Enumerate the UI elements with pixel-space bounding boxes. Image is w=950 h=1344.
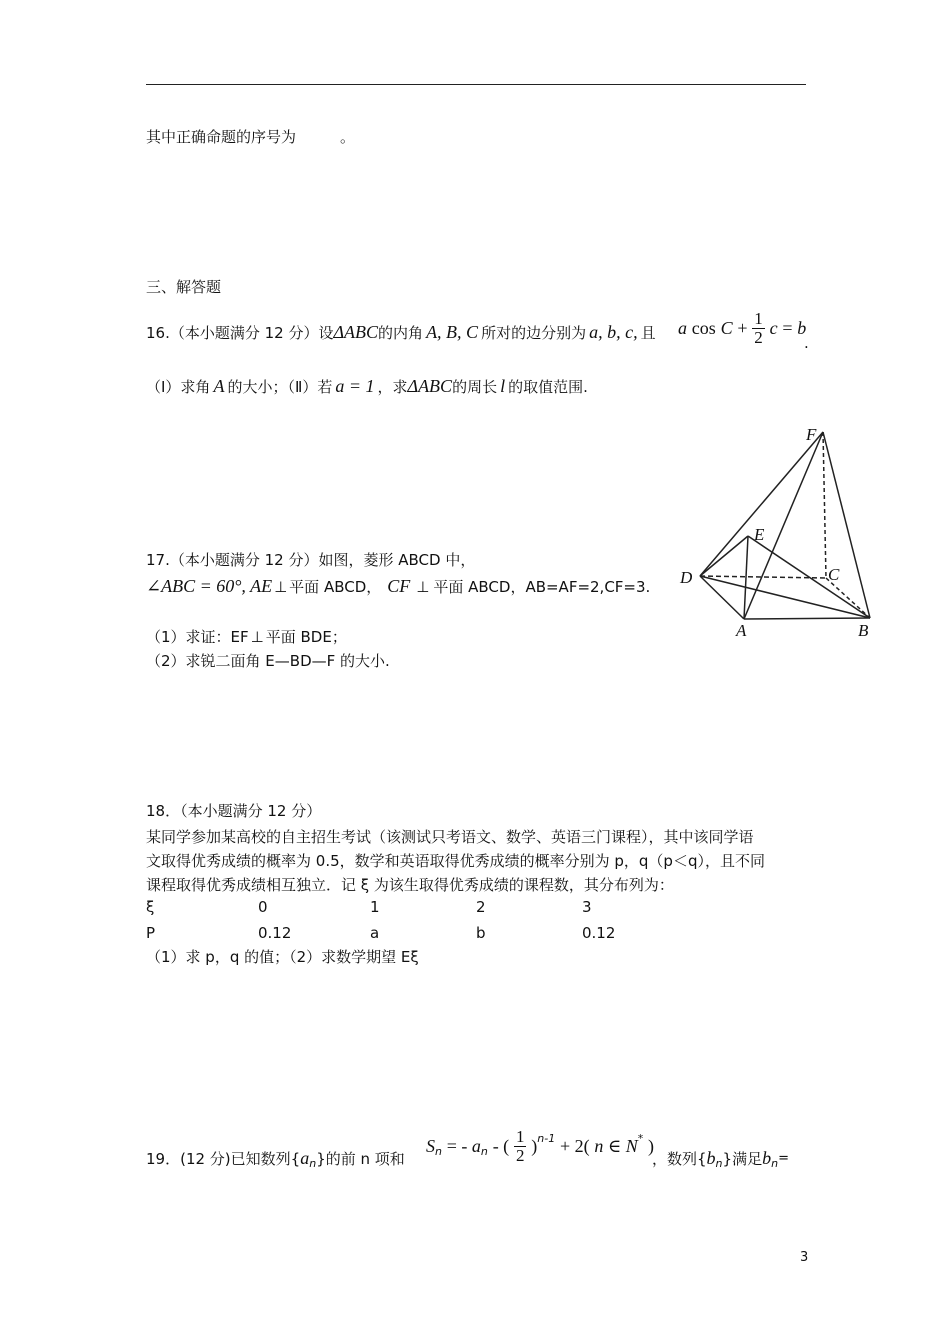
section-heading: 三、解答题 <box>146 278 222 296</box>
label-F: F <box>806 425 817 444</box>
edge-fc <box>823 432 826 578</box>
q16-period: . <box>804 334 809 352</box>
edge-ab <box>744 618 870 619</box>
label-D: D <box>680 568 693 587</box>
q16-line1: 16.（本小题满分 12 分）设ΔABC的内角 A, B, C 所对的边分别为 a, b, c, 且 <box>146 322 656 342</box>
q18-title: 18．（本小题满分 12 分） <box>146 802 322 820</box>
q17-part1: （1）求证：EF ⊥ 平面 BDE； <box>146 628 347 646</box>
q15-answer-line: 其中正确命题的序号为 。 <box>146 128 356 146</box>
q19-equation: $S_n$ = - $a_n$ - ( $\frac{1}{2}$ )$^{n-1}$ + 2( n ∈ N* ) <box>426 1127 655 1165</box>
q18-distribution-table <box>146 894 662 946</box>
edge-ae <box>744 536 748 619</box>
q16-line2: （Ⅰ）求角 A 的大小；（Ⅱ）若 a = 1 ，求ΔABC的周长 l 的取值范围. <box>146 376 588 396</box>
edge-db <box>700 576 870 618</box>
q17-geometry-figure <box>676 420 882 642</box>
edge-da <box>700 576 744 619</box>
q18-para2: 文取得优秀成绩的概率为 0.5，数学和英语取得优秀成绩的概率分别为 p，q（p＜q），且不同 <box>146 852 765 870</box>
q16-equation: a cos C + $\frac{1}{2}$ c = b <box>678 309 807 347</box>
q19-line1-right: ，数列$\{b_n\}$满足$b_n=$ <box>652 1148 789 1170</box>
label-E: E <box>754 525 765 544</box>
edge-fd <box>700 432 823 576</box>
edge-de <box>700 536 748 576</box>
q19-fraction: $\frac{1}{2}$ <box>515 1127 525 1165</box>
q17-part2: （2）求锐二面角 E—BD—F 的大小. <box>146 652 390 670</box>
table-row: P 0.12 a b 0.12 <box>146 924 616 942</box>
label-C: C <box>828 565 840 584</box>
edge-fb <box>823 432 870 618</box>
label-B: B <box>858 621 869 640</box>
label-A: A <box>736 621 747 640</box>
table-row: ξ 0 1 2 3 <box>146 898 592 916</box>
q16-fraction: $\frac{1}{2}$ <box>754 309 763 347</box>
page-number: 3 <box>800 1250 809 1265</box>
q18-para3: 课程取得优秀成绩相互独立．记 ξ 为该生取得优秀成绩的课程数，其分布列为： <box>146 876 674 894</box>
q17-line1: 17.（本小题满分 12 分）如图，菱形 ABCD 中， <box>146 551 476 569</box>
header-rule <box>146 84 806 85</box>
q17-line2: ∠ABC = 60°, AE ⊥ 平面 ABCD， CF ⊥ 平面 ABCD，AB=AF=2,CF=3. <box>146 576 651 596</box>
q19-line1-left: 19．(12 分)已知数列$\{a_n\}$的前 n 项和 <box>146 1148 405 1170</box>
q18-para1: 某同学参加某高校的自主招生考试（该测试只考语文、数学、英语三门课程），其中该同学语 <box>146 828 754 846</box>
q18-parts: （1）求 p，q 的值；（2）求数学期望 Eξ <box>146 948 419 966</box>
